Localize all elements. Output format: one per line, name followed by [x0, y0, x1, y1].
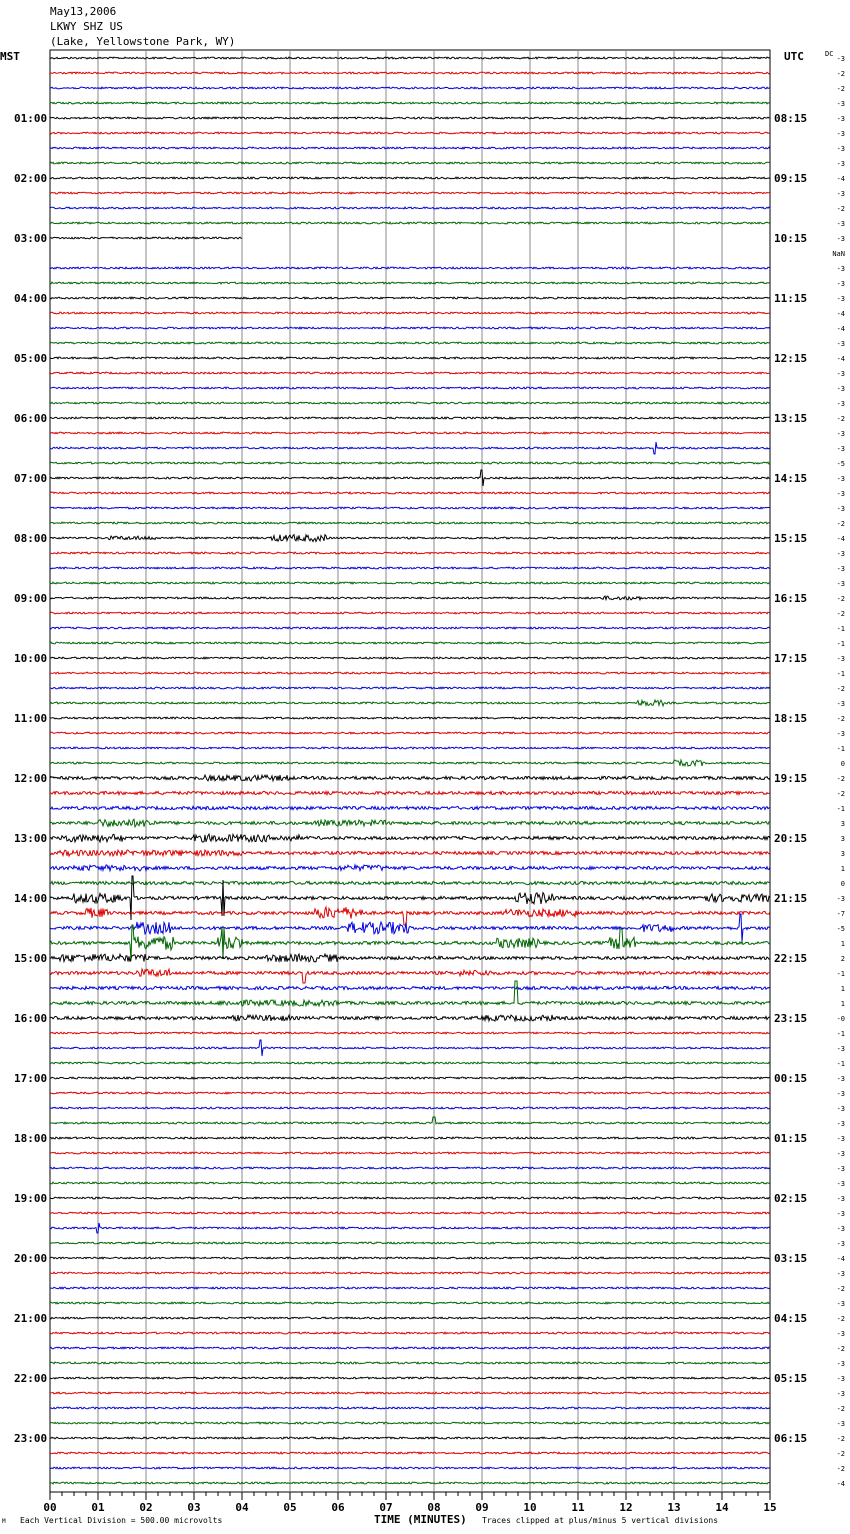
trace-line [50, 1407, 770, 1409]
utc-hour-label: 20:15 [774, 832, 808, 845]
trace-line [50, 1347, 770, 1349]
dc-offset-label: -3 [836, 730, 845, 738]
trace-line [50, 117, 770, 119]
trace-line [50, 1242, 770, 1244]
x-tick-label: 10 [523, 1501, 537, 1514]
trace-line [50, 642, 770, 644]
dc-offset-label: -3 [836, 145, 845, 153]
trace-line [50, 791, 770, 794]
trace-line [50, 492, 770, 494]
mst-hour-label: 01:00 [14, 112, 48, 125]
dc-offset-label: -4 [836, 535, 845, 543]
trace-line [50, 312, 770, 314]
dc-offset-label: -2 [836, 1345, 845, 1353]
utc-hour-label: 11:15 [774, 292, 808, 305]
utc-hour-label: 21:15 [774, 892, 808, 905]
dc-offset-label: -3 [836, 655, 845, 663]
dc-offset-label: -3 [836, 265, 845, 273]
trace-line [50, 969, 770, 983]
mst-hour-label: 16:00 [14, 1012, 48, 1025]
trace-line [50, 981, 770, 1006]
dc-offset-label: -2 [836, 1465, 845, 1473]
trace-line [50, 442, 770, 454]
dc-offset-label: -2 [836, 595, 845, 603]
trace-line [50, 747, 770, 749]
trace-line [50, 1422, 770, 1424]
trace-line [50, 1272, 770, 1274]
dc-offset-label: -3 [836, 700, 845, 708]
utc-hour-label: 02:15 [774, 1192, 808, 1205]
dc-offset-label: 3 [840, 820, 845, 828]
x-tick-label: 15 [763, 1501, 777, 1514]
dc-offset-label: 1 [840, 940, 845, 948]
station-label: LKWY SHZ US [50, 20, 123, 33]
dc-offset-label: -2 [836, 1405, 845, 1413]
mst-hour-label: 10:00 [14, 652, 48, 665]
trace-line [50, 87, 770, 89]
x-tick-label: 12 [619, 1501, 633, 1514]
mst-hour-label: 05:00 [14, 352, 48, 365]
dc-offset-label: -3 [836, 475, 845, 483]
dc-offset-label: -4 [836, 310, 845, 318]
trace-line [50, 732, 770, 734]
trace-line [50, 582, 770, 584]
trace-line [50, 1182, 770, 1184]
dc-offset-label: -2 [836, 415, 845, 423]
dc-offset-label: -1 [836, 670, 845, 678]
x-tick-label: 04 [235, 1501, 249, 1514]
mst-hour-label: 04:00 [14, 292, 48, 305]
dc-offset-label: -3 [836, 1150, 845, 1158]
utc-hour-label: 09:15 [774, 172, 808, 185]
dc-offset-label: -3 [836, 490, 845, 498]
utc-hour-label: 13:15 [774, 412, 808, 425]
dc-offset-label: -3 [836, 370, 845, 378]
trace-line [50, 1362, 770, 1364]
dc-offset-label: NaN [832, 250, 845, 258]
dc-offset-label: -2 [836, 1435, 845, 1443]
dc-offset-label: -3 [836, 580, 845, 588]
x-tick-label: 06 [331, 1501, 345, 1514]
trace-line [50, 700, 770, 706]
trace-line [50, 162, 770, 164]
trace-line [50, 1015, 770, 1021]
trace-line [50, 881, 770, 884]
trace-line [50, 552, 770, 554]
trace-line [50, 417, 770, 419]
trace-line [50, 1152, 770, 1154]
mst-hour-label: 18:00 [14, 1132, 48, 1145]
utc-hour-label: 19:15 [774, 772, 808, 785]
x-tick-label: 03 [187, 1501, 201, 1514]
dc-offset-label: -3 [836, 340, 845, 348]
corner-mark: M [2, 1518, 6, 1525]
dc-offset-label: -3 [836, 505, 845, 513]
trace-line [50, 372, 770, 374]
trace-line [50, 470, 770, 486]
x-tick-label: 09 [475, 1501, 489, 1514]
trace-line [50, 1257, 770, 1259]
dc-offset-label: -3 [836, 1300, 845, 1308]
utc-hour-label: 00:15 [774, 1072, 808, 1085]
trace-line [50, 925, 770, 961]
mst-hour-label: 14:00 [14, 892, 48, 905]
dc-offset-label: -2 [836, 1285, 845, 1293]
dc-offset-label: -3 [836, 565, 845, 573]
trace-line [50, 1482, 770, 1484]
dc-offset-label: -4 [836, 355, 845, 363]
dc-offset-label: -2 [836, 790, 845, 798]
dc-offset-label: 3 [840, 850, 845, 858]
dc-offset-label: -2 [836, 70, 845, 78]
mst-hour-label: 19:00 [14, 1192, 48, 1205]
trace-line [50, 267, 770, 269]
dc-offset-label: -3 [836, 1195, 845, 1203]
dc-offset-label: -3 [836, 1105, 845, 1113]
trace-line [50, 1223, 770, 1233]
mst-axis-title: MST [0, 50, 20, 63]
dc-offset-label: -2 [836, 610, 845, 618]
trace-line [50, 1197, 770, 1199]
mst-hour-label: 23:00 [14, 1432, 48, 1445]
dc-offset-label: -1 [836, 1030, 845, 1038]
date-label: May13,2006 [50, 5, 117, 18]
trace-line [50, 850, 770, 856]
trace-line [50, 627, 770, 629]
trace-line [50, 1392, 770, 1394]
trace-line [50, 1332, 770, 1334]
trace-line [50, 657, 770, 659]
dc-offset-label: 0 [840, 760, 845, 768]
utc-hour-label: 16:15 [774, 592, 808, 605]
utc-hour-label: 05:15 [774, 1372, 808, 1385]
trace-line [50, 1077, 770, 1079]
trace-line [50, 402, 770, 404]
x-tick-label: 11 [571, 1501, 585, 1514]
mst-hour-label: 03:00 [14, 232, 48, 245]
dc-offset-label: -2 [836, 775, 845, 783]
x-tick-label: 05 [283, 1501, 297, 1514]
dc-offset-label: -0 [836, 1015, 845, 1023]
trace-line [50, 207, 770, 209]
plot-frame [50, 50, 770, 1492]
trace-line [50, 72, 770, 74]
trace-line [50, 954, 770, 962]
dc-offset-label: -4 [836, 325, 845, 333]
mst-hour-label: 11:00 [14, 712, 48, 725]
trace-line [50, 986, 770, 989]
dc-label: DC [825, 50, 834, 58]
trace-line [50, 132, 770, 134]
dc-offset-label: 3 [840, 835, 845, 843]
dc-offset-label: -3 [836, 1045, 845, 1053]
utc-hour-label: 03:15 [774, 1252, 808, 1265]
x-tick-label: 00 [43, 1501, 57, 1514]
trace-line [50, 522, 770, 524]
trace-line [50, 102, 770, 104]
trace-line [50, 387, 770, 389]
mst-hour-label: 06:00 [14, 412, 48, 425]
dc-offset-label: -1 [836, 745, 845, 753]
dc-offset-label: -1 [836, 640, 845, 648]
trace-line [50, 717, 770, 719]
dc-offset-label: -2 [836, 205, 845, 213]
dc-offset-label: 2 [840, 955, 845, 963]
dc-offset-label: -3 [836, 400, 845, 408]
trace-line [50, 342, 770, 344]
trace-line [50, 327, 770, 329]
trace-line [50, 1117, 770, 1124]
dc-offset-label: -3 [836, 1225, 845, 1233]
utc-hour-label: 01:15 [774, 1132, 808, 1145]
trace-line [50, 192, 770, 194]
scale-note: Each Vertical Division = 500.00 microvolts [20, 1516, 223, 1525]
dc-offset-label: 0 [840, 880, 845, 888]
dc-offset-label: -3 [836, 1420, 845, 1428]
trace-line [50, 1287, 770, 1289]
utc-hour-label: 23:15 [774, 1012, 808, 1025]
mst-hour-label: 21:00 [14, 1312, 48, 1325]
dc-offset-label: -3 [836, 55, 845, 63]
dc-offset-label: -2 [836, 1315, 845, 1323]
dc-offset-label: -2 [836, 685, 845, 693]
dc-offset-label: -1 [836, 970, 845, 978]
trace-line [50, 1032, 770, 1034]
dc-offset-label: -3 [836, 1135, 845, 1143]
x-tick-label: 13 [667, 1501, 681, 1514]
trace-line [50, 535, 770, 542]
trace-line [50, 147, 770, 149]
x-tick-label: 01 [91, 1501, 105, 1514]
x-tick-label: 02 [139, 1501, 153, 1514]
trace-line [50, 687, 770, 689]
location-label: (Lake, Yellowstone Park, WY) [50, 35, 236, 48]
dc-offset-label: -4 [836, 1480, 845, 1488]
dc-offset-label: -3 [836, 550, 845, 558]
trace-line [50, 1437, 770, 1439]
dc-offset-label: -2 [836, 715, 845, 723]
dc-offset-label: -3 [836, 1330, 845, 1338]
trace-line [50, 432, 770, 434]
trace-line [50, 1092, 770, 1094]
dc-offset-label: -3 [836, 445, 845, 453]
dc-offset-label: 1 [840, 1000, 845, 1008]
mst-hour-label: 22:00 [14, 1372, 48, 1385]
dc-offset-label: -3 [836, 1075, 845, 1083]
dc-offset-label: -4 [836, 1255, 845, 1263]
dc-offset-label: -3 [836, 280, 845, 288]
dc-offset-label: -3 [836, 1360, 845, 1368]
utc-hour-label: 17:15 [774, 652, 808, 665]
dc-offset-label: -1 [836, 625, 845, 633]
dc-offset-label: -2 [836, 520, 845, 528]
mst-hour-label: 12:00 [14, 772, 48, 785]
dc-offset-label: -1 [836, 1060, 845, 1068]
dc-offset-label: -5 [836, 460, 845, 468]
trace-line [50, 282, 770, 284]
x-tick-label: 07 [379, 1501, 393, 1514]
dc-offset-label: -2 [836, 85, 845, 93]
dc-offset-label: 1 [840, 985, 845, 993]
dc-offset-label: -3 [836, 235, 845, 243]
dc-offset-label: -4 [836, 175, 845, 183]
trace-line [50, 177, 770, 179]
utc-hour-label: 12:15 [774, 352, 808, 365]
mst-hour-label: 08:00 [14, 532, 48, 545]
trace-line [50, 1040, 770, 1056]
utc-hour-label: 14:15 [774, 472, 808, 485]
mst-hour-label: 09:00 [14, 592, 48, 605]
dc-offset-label: -3 [836, 1210, 845, 1218]
x-tick-label: 08 [427, 1501, 441, 1514]
dc-offset-label: -3 [836, 1180, 845, 1188]
trace-line [50, 865, 770, 871]
trace-line [50, 462, 770, 464]
utc-hour-label: 22:15 [774, 952, 808, 965]
utc-hour-label: 08:15 [774, 112, 808, 125]
trace-line [50, 760, 770, 766]
trace-line [50, 672, 770, 674]
trace-line [50, 1377, 770, 1379]
trace-line [50, 1317, 770, 1319]
trace-line [50, 507, 770, 509]
dc-offset-label: -3 [836, 190, 845, 198]
clip-note: Traces clipped at plus/minus 5 vertical divisions [482, 1516, 719, 1525]
dc-offset-label: -3 [836, 385, 845, 393]
dc-offset-label: -3 [836, 295, 845, 303]
dc-offset-label: -3 [836, 1270, 845, 1278]
dc-offset-label: -3 [836, 130, 845, 138]
trace-line [50, 834, 770, 842]
dc-offset-label: -3 [836, 100, 845, 108]
dc-offset-label: 1 [840, 865, 845, 873]
dc-offset-label: -5 [836, 925, 845, 933]
trace-line [50, 1302, 770, 1304]
trace-line [50, 775, 770, 781]
dc-offset-label: -3 [836, 430, 845, 438]
mst-hour-label: 20:00 [14, 1252, 48, 1265]
dc-offset-label: -3 [836, 1165, 845, 1173]
trace-line [50, 819, 770, 827]
trace-line [50, 1107, 770, 1109]
mst-hour-label: 07:00 [14, 472, 48, 485]
dc-offset-label: -3 [836, 1090, 845, 1098]
utc-axis-title: UTC [784, 50, 804, 63]
trace-line [50, 806, 770, 809]
trace-line [50, 1062, 770, 1064]
trace-line [50, 1137, 770, 1139]
dc-offset-label: -3 [836, 1390, 845, 1398]
mst-hour-label: 15:00 [14, 952, 48, 965]
trace-line [50, 1167, 770, 1169]
utc-hour-label: 06:15 [774, 1432, 808, 1445]
dc-offset-label: -3 [836, 1240, 845, 1248]
trace-line [50, 567, 770, 569]
trace-line [50, 1212, 770, 1214]
dc-offset-label: -3 [836, 1375, 845, 1383]
trace-line [50, 907, 770, 925]
x-axis-title: TIME (MINUTES) [374, 1513, 467, 1526]
trace-line [50, 57, 770, 59]
dc-offset-label: -3 [836, 895, 845, 903]
trace-line [50, 357, 770, 359]
dc-offset-label: -7 [836, 910, 845, 918]
utc-hour-label: 18:15 [774, 712, 808, 725]
trace-line [50, 612, 770, 614]
dc-offset-label: -3 [836, 115, 845, 123]
trace-line [50, 1452, 770, 1454]
dc-offset-label: -3 [836, 220, 845, 228]
mst-hour-label: 17:00 [14, 1072, 48, 1085]
dc-offset-label: -3 [836, 1120, 845, 1128]
mst-hour-label: 13:00 [14, 832, 48, 845]
utc-hour-label: 15:15 [774, 532, 808, 545]
trace-line [50, 596, 770, 600]
utc-hour-label: 04:15 [774, 1312, 808, 1325]
dc-offset-label: -2 [836, 1450, 845, 1458]
mst-hour-label: 02:00 [14, 172, 48, 185]
dc-offset-label: -3 [836, 160, 845, 168]
dc-offset-label: -1 [836, 805, 845, 813]
trace-line [50, 297, 770, 299]
trace-line [50, 222, 770, 224]
x-tick-label: 14 [715, 1501, 729, 1514]
trace-line [50, 1467, 770, 1469]
utc-hour-label: 10:15 [774, 232, 808, 245]
